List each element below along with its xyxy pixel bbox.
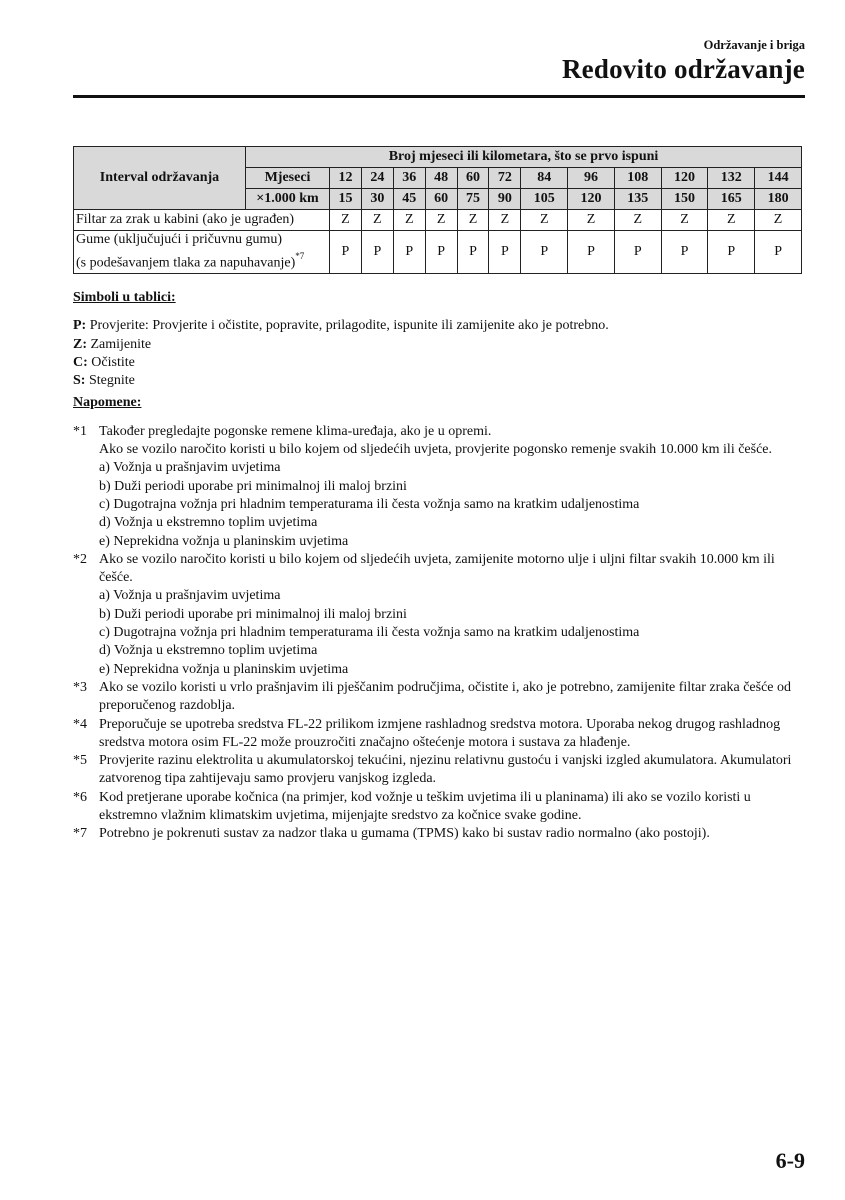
- month-cell: 12: [330, 168, 362, 189]
- symbol-text: Očistite: [87, 354, 135, 370]
- row-value: Z: [457, 210, 489, 231]
- note-item: [73, 679, 808, 716]
- note-text: Ako se vozilo naročito koristi u bilo kojem od sljedećih uvjeta, provjerite pogonsko remenje svakih 10.000 km ili češće.: [99, 442, 773, 458]
- note-text: Provjerite razinu elektrolita u akumulatorskoj tekućini, njezinu relativnu gustoću i vanjski izgled akumulatora. Akumulatori zatvorenog tipa zahtijevaju samo provjeru vanjskog izgleda.: [99, 753, 792, 787]
- note-mark: *4: [73, 716, 87, 732]
- note-subitem: c) Dugotrajna vožnja pri hladnim temperaturama ili česta vožnja samo na kratkim udaljenostima: [99, 496, 640, 512]
- note-item: [73, 423, 808, 551]
- km-cell: 90: [489, 189, 521, 210]
- row-value: Z: [330, 210, 362, 231]
- symbols-heading: Simboli u tablici:: [73, 290, 176, 305]
- month-cell: 144: [755, 168, 802, 189]
- row-value: Z: [425, 210, 457, 231]
- month-cell: 84: [521, 168, 568, 189]
- row-value: P: [708, 231, 755, 274]
- note-item: [73, 752, 808, 789]
- row-value: P: [614, 231, 661, 274]
- km-cell: 45: [393, 189, 425, 210]
- row-value: Z: [521, 210, 568, 231]
- note-text: Potrebno je pokrenuti sustav za nadzor tlaka u gumama (TPMS) kako bi sustav radio normalno (ako postoji).: [99, 826, 710, 842]
- km-cell: 150: [661, 189, 708, 210]
- note-mark: *7: [73, 826, 87, 842]
- km-label: ×1.000 km: [246, 189, 330, 210]
- row-value: P: [425, 231, 457, 274]
- symbol-text: Stegnite: [85, 373, 135, 389]
- note-text: Preporučuje se upotreba sredstva FL-22 prilikom izmjene rashladnog sredstva motora. Uporaba nekog drugog rashladnog sredstva motora osim FL-22 može prouzročiti značajno oštećenje motora i sustava za hlađenje.: [99, 716, 781, 750]
- row-value: P: [755, 231, 802, 274]
- symbol-item: [73, 317, 808, 335]
- note-subitem: c) Dugotrajna vožnja pri hladnim temperaturama ili česta vožnja samo na kratkim udaljenostima: [99, 625, 640, 641]
- symbol-text: Provjerite: Provjerite i očistite, popravite, prilagodite, ispunite ili zamijenite ako je potrebno.: [86, 318, 609, 334]
- note-mark: *5: [73, 753, 87, 769]
- row-value: P: [330, 231, 362, 274]
- note-subitem: a) Vožnja u prašnjavim uvjetima: [99, 460, 281, 476]
- note-subitem: a) Vožnja u prašnjavim uvjetima: [99, 588, 281, 604]
- km-cell: 15: [330, 189, 362, 210]
- row-value: Z: [393, 210, 425, 231]
- page-title: Redovito održavanje: [561, 54, 805, 84]
- km-cell: 120: [568, 189, 615, 210]
- row-item-line: (s podešavanjem tlaka za napuhavanje): [76, 255, 296, 271]
- note-item: [73, 716, 808, 753]
- km-cell: 180: [755, 189, 802, 210]
- month-cell: 96: [568, 168, 615, 189]
- month-cell: 120: [661, 168, 708, 189]
- note-mark: *3: [73, 679, 87, 695]
- km-cell: 75: [457, 189, 489, 210]
- note-item: [73, 825, 808, 843]
- month-cell: 72: [489, 168, 521, 189]
- note-text: Također pregledajte pogonske remene klima-uređaja, ako je u opremi.: [99, 423, 492, 439]
- group-header: Broj mjeseci ili kilometara, što se prvo ispuni: [246, 147, 802, 168]
- symbol-key: S:: [73, 373, 86, 389]
- note-item: [73, 789, 808, 826]
- footnote-ref: *7: [295, 251, 305, 261]
- row-value: P: [361, 231, 393, 274]
- row-value: P: [568, 231, 615, 274]
- interval-label: Interval održavanja: [74, 147, 246, 210]
- table-row: [74, 231, 802, 274]
- note-text: Ako se vozilo koristi u vrlo prašnjavim ili pješčanim područjima, očistite i, ako je potrebno, zamijenite filtar zraka češće od preporučenog razdoblja.: [99, 679, 792, 714]
- note-text: Ako se vozilo naročito koristi u bilo kojem od sljedećih uvjeta, zamijenite motorno ulje i uljni filtar svakih 10.000 km ili češće.: [99, 551, 775, 586]
- row-value: P: [489, 231, 521, 274]
- note-mark: *1: [73, 423, 87, 439]
- km-cell: 165: [708, 189, 755, 210]
- row-value: Z: [361, 210, 393, 231]
- row-value: Z: [708, 210, 755, 231]
- row-value: P: [393, 231, 425, 274]
- month-cell: 60: [457, 168, 489, 189]
- symbol-key: Z:: [73, 336, 87, 352]
- month-cell: 36: [393, 168, 425, 189]
- km-cell: 135: [614, 189, 661, 210]
- month-cell: 132: [708, 168, 755, 189]
- month-cell: 24: [361, 168, 393, 189]
- table-header-row: [74, 147, 802, 168]
- row-value: Z: [661, 210, 708, 231]
- symbol-text: Zamijenite: [87, 336, 152, 352]
- month-cell: 48: [425, 168, 457, 189]
- section-title: Održavanje i briga: [703, 38, 805, 52]
- note-text: Kod pretjerane uporabe kočnica (na primjer, kod vožnje u teškim uvjetima ili u planinama) ili ako se vozilo koristi u ekstremno vlažnim klimatskim uvjetima, mijenjajte sredstvo za kočnice svake godine.: [99, 789, 751, 824]
- row-value: Z: [755, 210, 802, 231]
- row-value: Z: [489, 210, 521, 231]
- row-value: P: [661, 231, 708, 274]
- months-label: Mjeseci: [246, 168, 330, 189]
- km-cell: 30: [361, 189, 393, 210]
- row-item-label: Filtar za zrak u kabini (ako je ugrađen): [74, 210, 330, 231]
- note-mark: *6: [73, 789, 87, 805]
- symbol-key: P:: [73, 318, 87, 334]
- row-value: P: [521, 231, 568, 274]
- page-number: 6-9: [775, 1148, 805, 1173]
- table-row: [74, 210, 802, 231]
- row-item-line: Gume (uključujući i pričuvnu gumu): [76, 232, 283, 247]
- note-subitem: e) Neprekidna vožnja u planinskim uvjetima: [99, 533, 349, 549]
- note-subitem: b) Duži periodi uporabe pri minimalnoj ili maloj brzini: [99, 478, 407, 494]
- row-value: Z: [614, 210, 661, 231]
- row-item-label: [74, 231, 330, 274]
- month-cell: 108: [614, 168, 661, 189]
- note-subitem: d) Vožnja u ekstremno toplim uvjetima: [99, 643, 318, 659]
- header-rule: [73, 95, 805, 98]
- note-subitem: b) Duži periodi uporabe pri minimalnoj ili maloj brzini: [99, 606, 407, 622]
- note-subitem: e) Neprekidna vožnja u planinskim uvjetima: [99, 661, 349, 677]
- symbol-item: [73, 372, 808, 390]
- km-cell: 105: [521, 189, 568, 210]
- symbol-key: C:: [73, 354, 88, 370]
- maintenance-table: [73, 146, 802, 274]
- row-value: P: [457, 231, 489, 274]
- km-cell: 60: [425, 189, 457, 210]
- note-subitem: d) Vožnja u ekstremno toplim uvjetima: [99, 515, 318, 531]
- content-body: [73, 289, 808, 844]
- row-value: Z: [568, 210, 615, 231]
- symbol-item: [73, 354, 808, 372]
- notes-heading: Napomene:: [73, 395, 142, 411]
- note-mark: *2: [73, 551, 87, 567]
- symbol-item: [73, 336, 808, 354]
- note-item: [73, 551, 808, 679]
